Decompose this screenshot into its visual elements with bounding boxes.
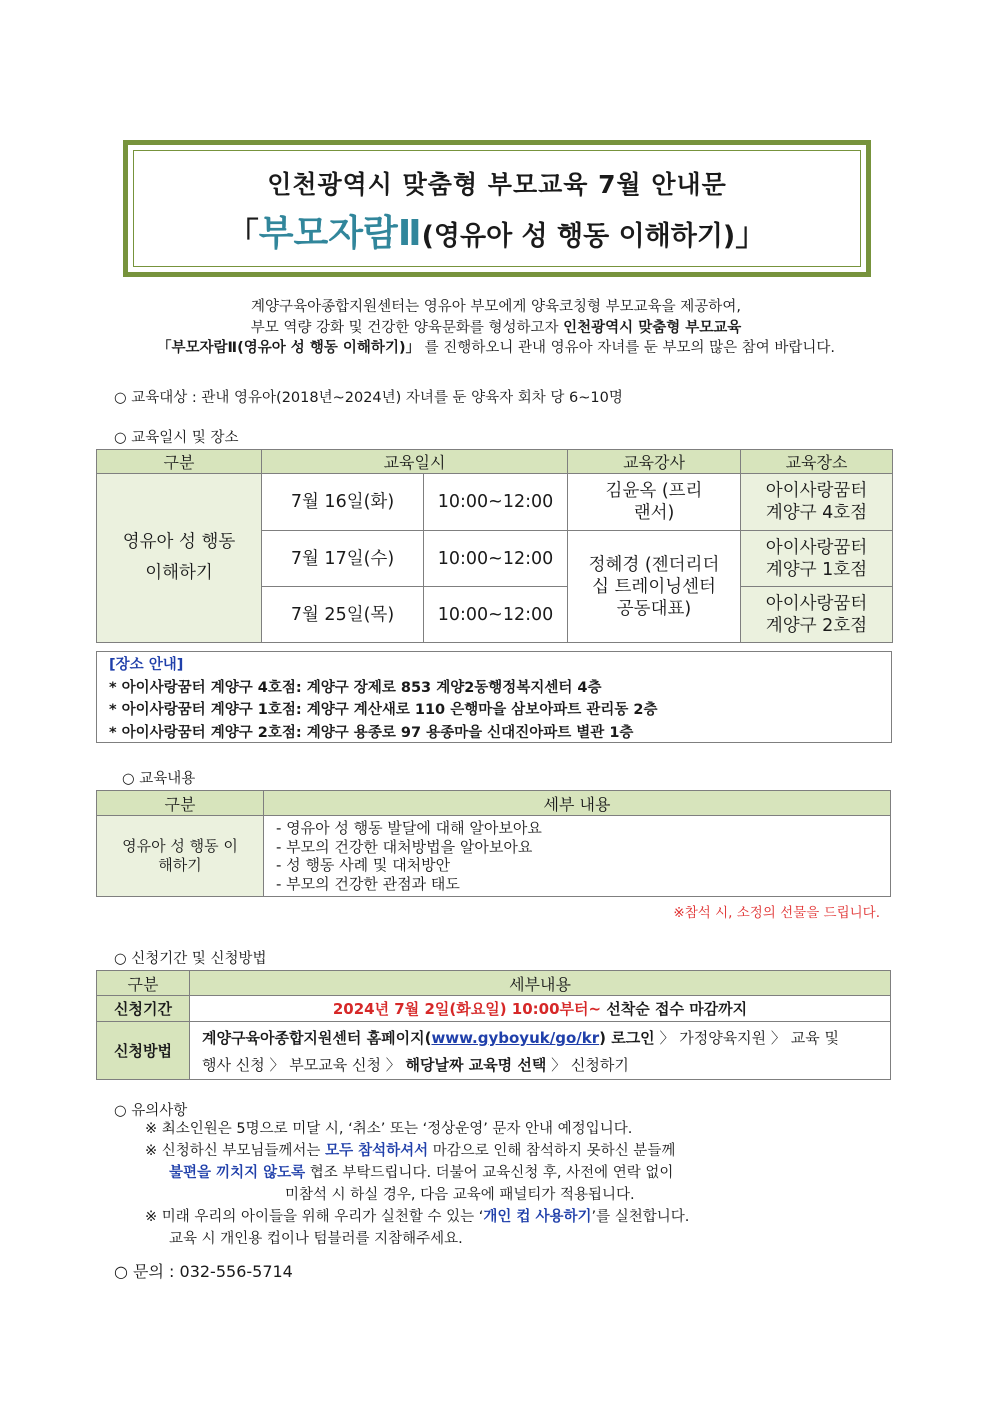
- intro-line2-text: 부모 역량 강화 및 건강한 양육문화를 형성하고자: [250, 319, 564, 336]
- program-subtitle: (영유아 성 행동 이해하기): [421, 221, 736, 252]
- title-box: [123, 140, 871, 277]
- open-bracket: 「: [226, 215, 259, 253]
- contact-info: ○ 문의 : 032-556-5714: [114, 1262, 293, 1281]
- schedule-date: 7월 16일(화): [262, 474, 424, 531]
- note-item: [145, 1140, 689, 1162]
- intro-line3-text: 를 진행하오니 관내 영유아 자녀를 둔 부모의 많은 참여 바랍니다.: [420, 340, 835, 356]
- schedule-date: 7월 25일(목): [262, 587, 424, 643]
- note-text: ※ 미래 우리의 아이들을 위해 우리가 실천할 수 있는 ‘: [145, 1209, 484, 1225]
- schedule-header-category: 구분: [97, 450, 262, 474]
- program-name: 부모자람Ⅱ: [258, 213, 422, 254]
- title-inner-frame: [133, 150, 861, 267]
- schedule-header-instructor: 교육강사: [568, 450, 741, 474]
- apply-method-login: ) 로그인: [599, 1029, 655, 1047]
- content-heading: ○ 교육내용: [122, 771, 196, 787]
- intro-line3: [0, 338, 992, 359]
- homepage-link[interactable]: www.gyboyuk/go/kr: [431, 1029, 600, 1047]
- content-table: [96, 790, 891, 897]
- schedule-instructor: 김윤옥 (프리랜서): [568, 474, 741, 531]
- note-highlight: 개인 컵 사용하기: [483, 1209, 592, 1225]
- apply-period-label: 신청기간: [97, 996, 190, 1022]
- apply-method-label: 신청방법: [97, 1022, 190, 1080]
- target-text: ○ 교육대상 : 관내 영유아(2018년~2024년) 자녀를 둔 양육자 회차 당 6~10명: [114, 390, 623, 406]
- notes-heading: ○ 유의사항: [114, 1103, 188, 1119]
- apply-method-step3: 〉 신청하기: [546, 1056, 629, 1074]
- intro-line1: 계양구육아종합지원센터는 영유아 부모에게 양육코칭형 부모교육을 제공하여,: [251, 299, 741, 315]
- apply-header-detail: 세부내용: [190, 971, 891, 996]
- place-info-item: * 아이사랑꿈터 계양구 4호점: 계양구 장제로 853 계양2동행정복지센터 4층: [109, 679, 602, 696]
- schedule-heading: ○ 교육일시 및 장소: [114, 430, 239, 446]
- schedule-instructor: 정혜경 (젠더리더십 트레이닝센터 공동대표): [568, 531, 741, 643]
- list-item: - 영유아 성 행동 발달에 대해 알아보아요: [276, 819, 542, 837]
- note-text: 협조 부탁드립니다. 더불어 교육신청 후, 사전에 연락 없이: [305, 1165, 674, 1181]
- note-highlight: 모두 참석하셔서: [325, 1143, 429, 1159]
- place-info-heading: [장소 안내]: [109, 657, 184, 673]
- close-bracket: 」: [735, 215, 768, 253]
- note-text: 마감으로 인해 참석하지 못하신 분들께: [428, 1143, 676, 1159]
- list-item: - 부모의 건강한 관점과 태도: [276, 874, 460, 893]
- note-item: ※ 최소인원은 5명으로 미달 시, ‘취소’ 또는 ‘정상운영’ 문자 안내 예정입니다.: [145, 1121, 633, 1137]
- schedule-place: 아이사랑꿈터 계양구 1호점: [741, 531, 893, 587]
- note-item: [145, 1162, 689, 1184]
- schedule-time: 10:00~12:00: [424, 587, 568, 643]
- note-item: 미참석 시 하실 경우, 다음 교육에 패널티가 적용됩니다.: [285, 1187, 635, 1203]
- apply-method-center: 계양구육아종합지원센터 홈페이지(: [202, 1029, 432, 1047]
- content-header-detail: 세부 내용: [264, 791, 891, 816]
- apply-period-date: 2024년 7월 2일(화요일) 10:00부터~: [332, 1000, 602, 1018]
- schedule-place: 아이사랑꿈터 계양구 2호점: [741, 587, 893, 643]
- apply-method-select: 해당날짜 교육명 선택: [405, 1056, 547, 1074]
- schedule-time: 10:00~12:00: [424, 531, 568, 587]
- schedule-time: 10:00~12:00: [424, 474, 568, 531]
- apply-header-category: 구분: [97, 971, 190, 996]
- note-item: 교육 시 개인용 컵이나 텀블러를 지참해주세요.: [169, 1231, 463, 1247]
- apply-method-value: [190, 1022, 891, 1080]
- schedule-place: 아이사랑꿈터 계양구 4호점: [741, 474, 893, 531]
- intro-line2-bold: 인천광역시 맞춤형 부모교육: [563, 319, 742, 336]
- schedule-header-place: 교육장소: [741, 450, 893, 474]
- place-info-item: * 아이사랑꿈터 계양구 1호점: 계양구 계산새로 110 은행마을 삼보아파트 관리동 2층: [109, 702, 658, 718]
- table-row: [97, 1022, 891, 1080]
- table-row: [97, 474, 893, 531]
- schedule-header-datetime: 교육일시: [262, 450, 568, 474]
- schedule-table: [96, 449, 893, 643]
- note-highlight: 불편을 끼치지 않도록: [169, 1165, 306, 1181]
- apply-period-deadline: 선착순 접수 마감까지: [601, 1000, 748, 1018]
- place-info-item: * 아이사랑꿈터 계양구 2호점: 계양구 용종로 97 용종마을 신대진아파트 별관 1층: [109, 724, 634, 741]
- title-line1: 인천광역시 맞춤형 부모교육 7월 안내문: [267, 170, 727, 199]
- content-header-category: 구분: [97, 791, 264, 816]
- intro-paragraph: [0, 297, 992, 359]
- list-item: - 성 행동 사례 및 대처방안: [276, 856, 451, 874]
- apply-method-step1: 〉 가정양육지원 〉 교육 및: [654, 1029, 839, 1047]
- table-row: [97, 816, 891, 897]
- schedule-date: 7월 17일(수): [262, 531, 424, 587]
- note-text: ※ 신청하신 부모님들께서는: [145, 1143, 326, 1159]
- place-info-box: [96, 651, 892, 743]
- apply-method-step2: 행사 신청 〉 부모교육 신청 〉: [202, 1056, 406, 1074]
- intro-line3-bold: 「부모자람Ⅱ(영유아 성 행동 이해하기)」: [157, 340, 421, 356]
- title-line2: [227, 205, 768, 256]
- apply-period-value: [190, 996, 891, 1022]
- table-row: [97, 996, 891, 1022]
- note-text: ’를 실천합니다.: [591, 1209, 690, 1225]
- apply-table: [96, 970, 891, 1080]
- schedule-category: 영유아 성 행동 이해하기: [97, 474, 262, 643]
- apply-heading: ○ 신청기간 및 신청방법: [114, 951, 267, 967]
- intro-line2: [0, 318, 992, 339]
- content-category: 영유아 성 행동 이해하기: [97, 816, 264, 897]
- note-item: [145, 1206, 689, 1228]
- content-details: [264, 816, 891, 897]
- gift-note: ※참석 시, 소정의 선물을 드립니다.: [673, 905, 880, 921]
- list-item: - 부모의 건강한 대처방법을 알아보아요: [276, 837, 533, 856]
- notes-section: [145, 1118, 689, 1250]
